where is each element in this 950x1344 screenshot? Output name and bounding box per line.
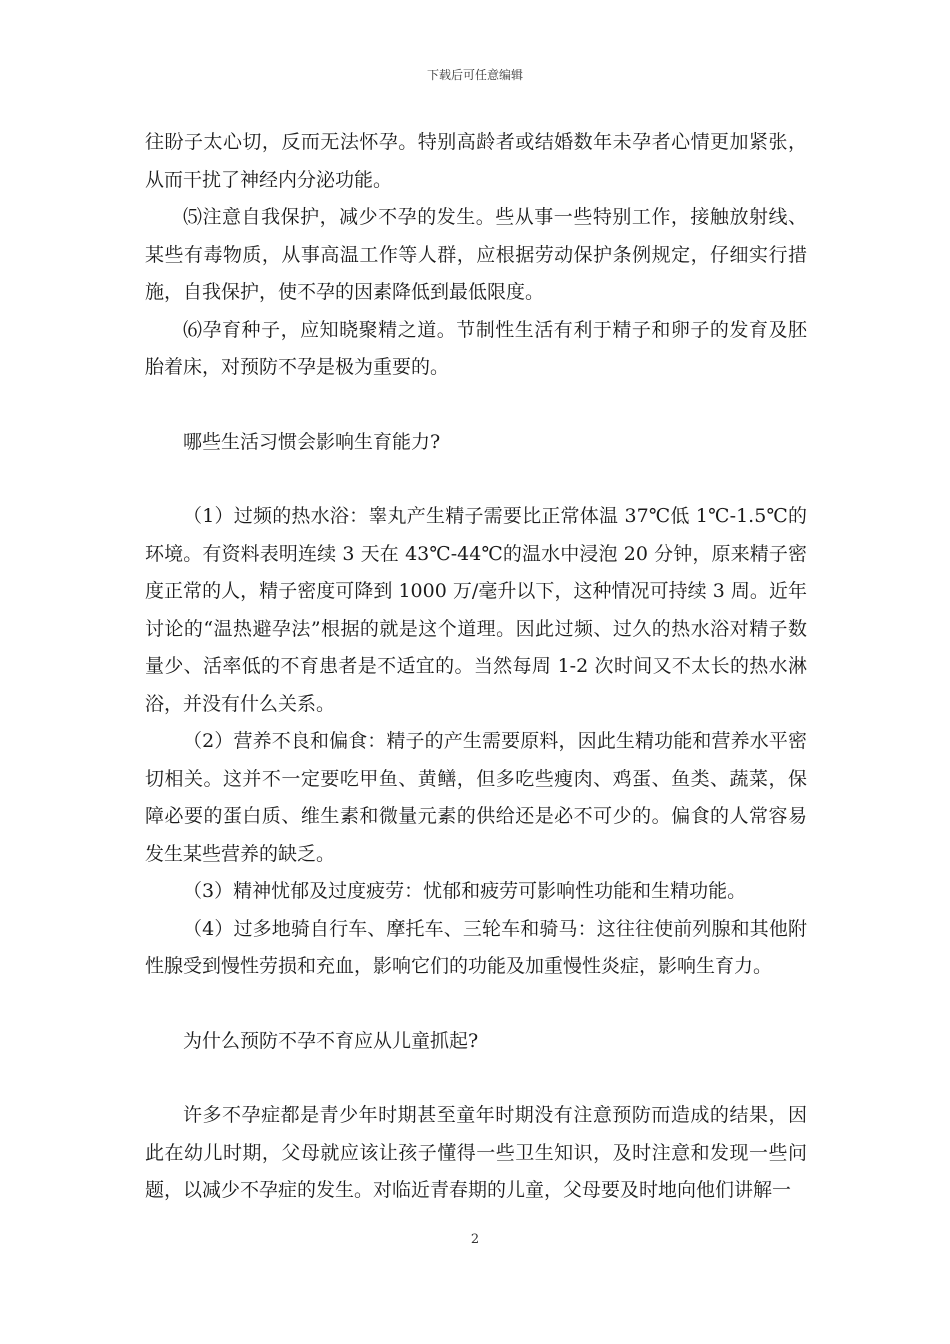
paragraph-cycling: （4）过多地骑自行车、摩托车、三轮车和骑马：这往往使前列腺和其他附性腺受到慢性劳损和充血，影响它们的功能及加重慢性炎症，影响生育力。 [145,917,807,977]
paragraph-item-5: ⑸注意自我保护，减少不孕的发生。些从事一些特别工作，接触放射线、某些有毒物质，从事高温工作等人群，应根据劳动保护条例规定，仔细实行措施，自我保护，使不孕的因素降低到最低限度。 [145,206,807,303]
page-number: 2 [470,1232,480,1247]
page-header: 下载后可任意编辑 [426,68,523,82]
paragraph-continuation: 往盼子太心切，反而无法怀孕。特别高龄者或结婚数年未孕者心情更加紧张，从而干扰了神经内分泌功能。 [145,131,807,191]
paragraph-item-6: ⑹孕育种子，应知晓聚精之道。节制性生活有利于精子和卵子的发育及胚胎着床，对预防不孕是极为重要的。 [145,318,807,378]
paragraph-nutrition: （2）营养不良和偏食：精子的产生需要原料，因此生精功能和营养水平密切相关。这并不一定要吃甲鱼、黄鳝，但多吃些瘦肉、鸡蛋、鱼类、蔬菜，保障必要的蛋白质、维生素和微量元素的供给还是必不可少的。偏食的人常容易发生某些营养的缺乏。 [145,730,807,865]
section-heading-childhood: 为什么预防不孕不育应从儿童抓起? [183,1029,479,1052]
paragraph-hot-bath: （1）过频的热水浴：睾丸产生精子需要比正常体温 37℃低 1℃-1.5℃的环境。有资料表明连续 3 天在 43℃-44℃的温水中浸泡 20 分钟，原来精子密度正常的人，精子密度可降到 1000 万/毫升以下，这种情况可持续 3 周。近年讨论的“温热避孕法”根据的就是这个道理。因此过频、过久的热水浴对精子数量少、活率低的不育患者是不适宜的。当然每周 1-2 次时间又不太长的热水淋浴，并没有什么关系。 [145,505,807,715]
paragraph-depression: （3）精神忧郁及过度疲劳：忧郁和疲劳可影响性功能和生精功能。 [183,880,747,902]
section-heading-lifestyle: 哪些生活习惯会影响生育能力? [183,430,441,453]
paragraph-childhood-prevention: 许多不孕症都是青少年时期甚至童年时期没有注意预防而造成的结果，因此在幼儿时期，父母就应该让孩子懂得一些卫生知识，及时注意和发现一些问题，以减少不孕症的发生。对临近青春期的儿童，父母要及时地向他们讲解一 [145,1104,807,1201]
document-body [145,124,807,1210]
